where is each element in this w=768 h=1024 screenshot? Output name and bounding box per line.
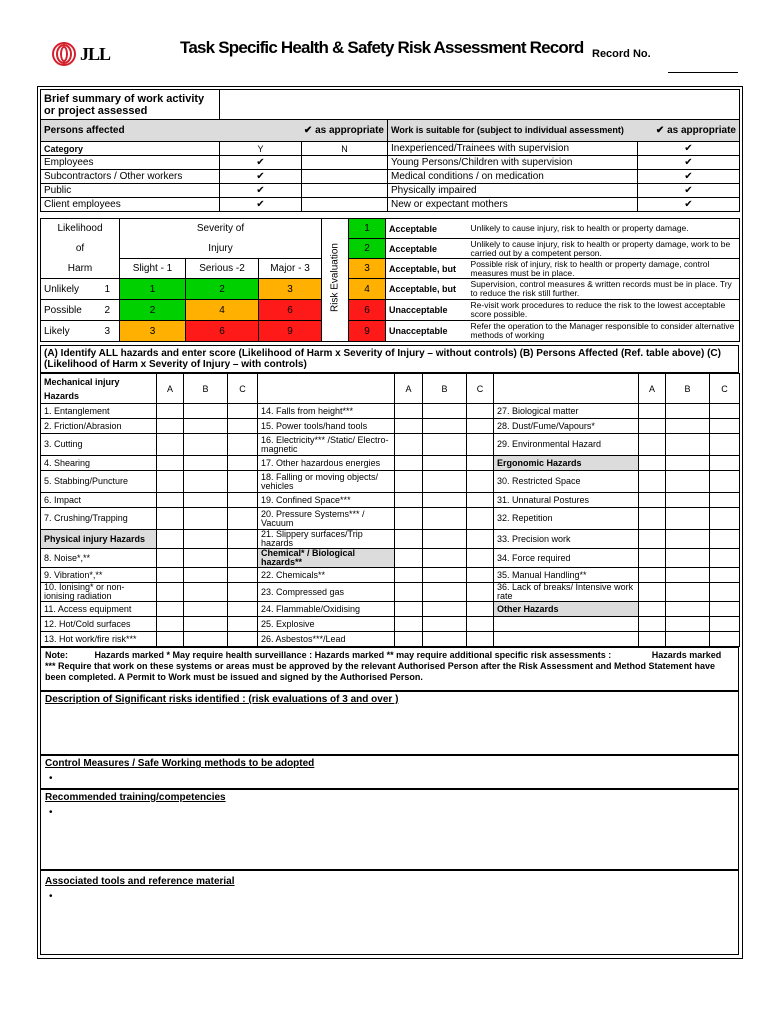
hazard-score-b[interactable] [666,632,710,647]
hazard-label: 30. Restricted Space [494,471,639,493]
hazard-score-b[interactable] [184,404,228,419]
hazard-score-b[interactable] [423,493,467,508]
injury-label: Injury [120,239,322,259]
hazard-label: 2. Friction/Abrasion [41,419,157,434]
hazard-score-b[interactable] [184,549,228,568]
training-heading: Recommended training/competencies [45,792,226,803]
hazard-score-a[interactable] [395,632,423,647]
persons-row-label: Client employees [41,198,220,212]
hazard-score-c[interactable] [467,530,494,549]
hazard-score-a[interactable] [639,456,666,471]
hazard-label: 36. Lack of breaks/ Intensive work rate [494,583,639,602]
col-b: B [666,374,710,404]
persons-n-check[interactable] [302,198,388,212]
hazard-label: 8. Noise*,** [41,549,157,568]
hazard-label: 18. Falling or moving objects/ vehicles [258,471,395,493]
hazard-score-b[interactable] [423,617,467,632]
hazard-score-b[interactable] [184,530,228,549]
hazard-score-b[interactable] [666,617,710,632]
suitable-row-label: Medical conditions / on medication [388,170,638,184]
hazard-score-a[interactable] [157,493,184,508]
hazard-score-a[interactable] [395,530,423,549]
hazard-score-a[interactable] [639,419,666,434]
hazard-score-b[interactable] [666,530,710,549]
hazard-label: 7. Crushing/Trapping [41,508,157,530]
suitable-row-label: Inexperienced/Trainees with supervision [388,142,638,156]
hazard-score-c[interactable] [467,493,494,508]
hazard-label: 10. Ionising* or non-ionising radiation [41,583,157,602]
hazard-score-c[interactable] [467,404,494,419]
hazard-score-a[interactable] [395,404,423,419]
persons-row-label: Subcontractors / Other workers [41,170,220,184]
matrix-cell: 2 [186,279,259,300]
suitable-check[interactable]: ✔ [638,170,740,184]
hazard-score-c[interactable] [467,471,494,493]
eval-level: Acceptable [386,219,468,239]
hazard-score-c[interactable] [710,419,740,434]
hazard-score-b[interactable] [666,419,710,434]
eval-desc: Refer the operation to the Manager responsible to consider alternative methods of working [468,321,740,342]
hazard-score-a[interactable] [639,493,666,508]
hazard-score-a[interactable] [395,419,423,434]
col-c: C [467,374,494,404]
hazard-score-a[interactable] [157,404,184,419]
hazard-score-a[interactable] [639,583,666,602]
hazard-score-a[interactable] [395,508,423,530]
hazard-score-b[interactable] [423,632,467,647]
hazard-score-b[interactable] [666,583,710,602]
hazard-score-a[interactable] [395,602,423,617]
col-a: A [157,374,184,404]
eval-level: Acceptable, but [386,259,468,279]
hazard-score-c[interactable] [710,404,740,419]
hazard-label: 20. Pressure Systems*** / Vacuum [258,508,395,530]
severity-col: Slight - 1 [120,259,186,279]
hazard-label [494,632,639,647]
hazard-score-c[interactable] [228,404,258,419]
hazard-score-a[interactable] [157,568,184,583]
hazard-score-c[interactable] [467,632,494,647]
hazard-score-c[interactable] [467,508,494,530]
hazard-score-a[interactable] [639,471,666,493]
hazard-label: 26. Asbestos***/Lead [258,632,395,647]
hazard-label: 15. Power tools/hand tools [258,419,395,434]
hazard-score-c[interactable] [228,602,258,617]
hazard-score-c[interactable] [228,568,258,583]
hazard-score-c[interactable] [710,434,740,456]
eval-desc: Unlikely to cause injury, risk to health or property damage. [468,219,740,239]
hazard-label: 5. Stabbing/Puncture [41,471,157,493]
hazard-score-a[interactable] [395,456,423,471]
likelihood-label: Likelihood [41,219,120,239]
hazard-score-b[interactable] [666,568,710,583]
significant-risks-section[interactable] [40,691,739,755]
hazard-score-b[interactable] [666,508,710,530]
hazard-score-c[interactable] [710,530,740,549]
likelihood-row-label: Likely [41,321,96,342]
bullet-icon: • [49,773,53,784]
hazard-score-a[interactable] [157,602,184,617]
hazard-label: 4. Shearing [41,456,157,471]
hazard-label: Other Hazards [494,602,639,617]
hazard-score-b[interactable] [423,602,467,617]
hazard-score-a[interactable] [639,404,666,419]
hazard-label: 12. Hot/Cold surfaces [41,617,157,632]
hazard-score-b[interactable] [423,456,467,471]
eval-desc: Unlikely to cause injury, risk to health or property damage, work to be carried out by a competent person. [468,239,740,259]
suitable-check[interactable]: ✔ [638,184,740,198]
hazard-score-a[interactable] [395,493,423,508]
hazard-score-c[interactable] [467,583,494,602]
matrix-cell: 3 [259,279,322,300]
suitable-row-label: Physically impaired [388,184,638,198]
hazard-score-c[interactable] [710,508,740,530]
eval-score: 9 [349,321,386,342]
hazard-score-c[interactable] [228,617,258,632]
eval-desc: Re-visit work procedures to reduce the risk to the lowest acceptable score possible. [468,300,740,321]
persons-y-check[interactable]: ✔ [220,184,302,198]
hazard-label: 9. Vibration*,** [41,568,157,583]
hazard-score-b[interactable] [423,583,467,602]
hazard-score-b[interactable] [423,434,467,456]
hazard-score-c[interactable] [228,456,258,471]
eval-level: Unacceptable [386,300,468,321]
blank-header [258,374,395,404]
tools-section[interactable] [40,870,739,955]
eval-score: 6 [349,300,386,321]
hazard-label: Ergonomic Hazards [494,456,639,471]
note-label: Note: [45,650,68,660]
likelihood-row-num: 2 [96,300,120,321]
mech-hazards-title: Mechanical injury Hazards [41,374,157,404]
col-category: Category [41,142,220,156]
hazard-label: 1. Entanglement [41,404,157,419]
hazard-score-c[interactable] [467,419,494,434]
hazard-score-b[interactable] [184,632,228,647]
hazard-score-a[interactable] [157,530,184,549]
hazard-score-b[interactable] [184,471,228,493]
hazard-score-c[interactable] [467,434,494,456]
hazard-score-a[interactable] [157,456,184,471]
hazard-label: 22. Chemicals** [258,568,395,583]
hazard-score-b[interactable] [184,456,228,471]
hazard-label: 27. Biological matter [494,404,639,419]
hazard-label: 3. Cutting [41,434,157,456]
hazard-score-b[interactable] [184,434,228,456]
hazard-label: 28. Dust/Fume/Vapours* [494,419,639,434]
hazard-score-a[interactable] [639,530,666,549]
hazard-score-a[interactable] [639,508,666,530]
suitable-row-label: Young Persons/Children with supervision [388,156,638,170]
hazard-score-c[interactable] [228,471,258,493]
hazard-score-b[interactable] [184,419,228,434]
matrix-cell: 4 [186,300,259,321]
hazard-score-a[interactable] [639,549,666,568]
blank-header [494,374,639,404]
hazard-score-a[interactable] [157,583,184,602]
eval-level: Acceptable [386,239,468,259]
hazard-label [494,617,639,632]
hazard-score-a[interactable] [395,471,423,493]
hazard-score-c[interactable] [228,493,258,508]
suitable-appropriate: ✔ as appropriate [638,120,740,142]
hazard-score-c[interactable] [710,471,740,493]
hazard-label: Physical injury Hazards [41,530,157,549]
training-section[interactable] [40,789,739,870]
matrix-cell: 9 [259,321,322,342]
likelihood-row-label: Possible [41,300,96,321]
suitable-check[interactable]: ✔ [638,156,740,170]
record-number-field[interactable] [668,60,738,73]
hazard-score-a[interactable] [157,549,184,568]
hazard-score-a[interactable] [639,617,666,632]
hazard-score-a[interactable] [639,602,666,617]
hazard-label: 19. Confined Space*** [258,493,395,508]
hazard-score-b[interactable] [666,493,710,508]
hazard-score-c[interactable] [710,456,740,471]
hazard-score-c[interactable] [710,632,740,647]
record-number-label: Record No. [592,48,651,60]
hazard-score-a[interactable] [395,583,423,602]
suitable-row-label: New or expectant mothers [388,198,638,212]
hazard-label: 35. Manual Handling** [494,568,639,583]
logo-ring-icon [60,46,68,62]
hazard-score-b[interactable] [423,530,467,549]
hazard-score-c[interactable] [467,602,494,617]
hazard-score-a[interactable] [395,568,423,583]
hazard-score-b[interactable] [184,508,228,530]
risk-evaluation-label [322,219,349,342]
tools-heading: Associated tools and reference material [45,876,235,887]
significant-risks-heading: Description of Significant risks identified : (risk evaluations of 3 and over ) [45,694,399,705]
hazard-score-c[interactable] [467,568,494,583]
hazard-score-a[interactable] [157,419,184,434]
likelihood-harm: Harm [41,259,120,279]
suitable-check[interactable]: ✔ [638,142,740,156]
hazard-score-b[interactable] [184,493,228,508]
hazard-score-b[interactable] [423,568,467,583]
hazard-score-c[interactable] [710,568,740,583]
matrix-cell: 6 [259,300,322,321]
hazard-label: 34. Force required [494,549,639,568]
hazard-score-c[interactable] [710,493,740,508]
hazard-score-c[interactable] [228,434,258,456]
eval-desc: Supervision, control measures & written records must be in place. Try to reduce the risk still further. [468,279,740,300]
risk-matrix [40,218,740,342]
hazard-score-c[interactable] [228,530,258,549]
persons-row-label: Employees [41,156,220,170]
hazard-score-b[interactable] [184,583,228,602]
hazard-score-a[interactable] [157,434,184,456]
hazard-score-b[interactable] [666,471,710,493]
hazard-score-b[interactable] [423,508,467,530]
hazard-score-a[interactable] [639,568,666,583]
hazard-score-a[interactable] [157,508,184,530]
matrix-cell: 1 [120,279,186,300]
persons-affected-title: Persons affected [41,120,220,142]
note-text-1: Hazards marked * May require health surveillance : Hazards marked ** may require additional specific risk assessments : [94,650,612,660]
persons-n-check[interactable] [302,170,388,184]
hazard-label: 33. Precision work [494,530,639,549]
summary-label: Brief summary of work activity or project assessed [41,90,220,120]
likelihood-row-num: 3 [96,321,120,342]
severity-col: Serious -2 [186,259,259,279]
hazard-label: 31. Unnatural Postures [494,493,639,508]
hazard-score-c[interactable] [710,617,740,632]
hazard-score-a[interactable] [395,617,423,632]
eval-level: Unacceptable [386,321,468,342]
eval-level: Acceptable, but [386,279,468,300]
persons-y-check[interactable]: ✔ [220,170,302,184]
risk-evaluation-text: Risk Evaluation [329,243,341,312]
hazard-label: 13. Hot work/fire risk*** [41,632,157,647]
persons-y-check[interactable]: ✔ [220,156,302,170]
page-title: Task Specific Health & Safety Risk Assessment Record [180,38,584,57]
hazard-score-c[interactable] [228,583,258,602]
col-b: B [184,374,228,404]
col-a: A [395,374,423,404]
eval-score: 4 [349,279,386,300]
persons-y-check[interactable]: ✔ [220,198,302,212]
hazard-score-a[interactable] [639,434,666,456]
eval-score: 1 [349,219,386,239]
hazard-score-b[interactable] [423,419,467,434]
persons-row-label: Public [41,184,220,198]
matrix-cell: 2 [120,300,186,321]
hazard-score-c[interactable] [467,549,494,568]
col-n: N [302,142,388,156]
hazard-label: 24. Flammable/Oxidising [258,602,395,617]
note-text-2: Hazards marked *** Require that work on these systems or areas must be approved by the relevant Authorised Person after the Risk Assessment and Method Statement have been completed. A Permit to Work must be issued and signed by the Authorised Person. [45,650,722,682]
hazard-score-a[interactable] [639,632,666,647]
hazard-score-c[interactable] [710,549,740,568]
hazard-label: 23. Compressed gas [258,583,395,602]
likelihood-row-label: Unlikely [41,279,96,300]
hazard-score-a[interactable] [395,434,423,456]
eval-score: 3 [349,259,386,279]
suitable-title: Work is suitable for (subject to individual assessment) [388,120,638,142]
hazard-score-b[interactable] [666,549,710,568]
persons-n-check[interactable] [302,184,388,198]
hazard-score-b[interactable] [423,471,467,493]
col-c: C [710,374,740,404]
likelihood-of: of [41,239,120,259]
summary-field[interactable] [220,90,740,120]
hazard-score-c[interactable] [228,549,258,568]
logo-text: JLL [80,44,111,64]
hazard-score-b[interactable] [423,549,467,568]
hazard-label: Chemical* / Biological hazards** [258,549,395,568]
persons-appropriate: ✔ as appropriate [220,120,388,142]
bullet-icon: • [49,807,53,818]
matrix-cell: 3 [120,321,186,342]
col-c: C [228,374,258,404]
hazard-score-b[interactable] [184,568,228,583]
hazards-table [40,373,740,647]
hazard-score-b[interactable] [666,434,710,456]
hazard-label: 14. Falls from height*** [258,404,395,419]
note-box [40,647,739,691]
hazard-score-c[interactable] [228,419,258,434]
suitable-check[interactable]: ✔ [638,198,740,212]
hazard-label: 6. Impact [41,493,157,508]
likelihood-row-num: 1 [96,279,120,300]
hazard-score-c[interactable] [228,508,258,530]
hazard-score-c[interactable] [467,456,494,471]
hazards-instruction: (A) Identify ALL hazards and enter score (Likelihood of Harm x Severity of Injury – without controls) (B) Persons Affected (Ref. table above) (C) (Likelihood of Harm x Severity of Injury – with controls) [40,345,739,373]
hazard-score-b[interactable] [184,602,228,617]
persons-n-check[interactable] [302,156,388,170]
hazard-score-a[interactable] [157,632,184,647]
col-y: Y [220,142,302,156]
hazard-label: 32. Repetition [494,508,639,530]
jll-logo [52,42,116,70]
hazard-score-a[interactable] [157,617,184,632]
hazard-score-a[interactable] [157,471,184,493]
hazard-label: 21. Slippery surfaces/Trip hazards [258,530,395,549]
hazard-score-b[interactable] [423,404,467,419]
hazard-label: 17. Other hazardous energies [258,456,395,471]
hazard-score-c[interactable] [710,583,740,602]
control-measures-section[interactable] [40,755,739,789]
hazard-score-b[interactable] [184,617,228,632]
control-measures-heading: Control Measures / Safe Working methods to be adopted [45,758,315,769]
col-b: B [423,374,467,404]
hazard-label: 29. Environmental Hazard [494,434,639,456]
eval-desc: Possible risk of injury, risk to health or property damage, control measures must be in place. [468,259,740,279]
matrix-cell: 6 [186,321,259,342]
hazard-score-c[interactable] [710,602,740,617]
hazard-score-c[interactable] [228,632,258,647]
hazard-score-c[interactable] [467,617,494,632]
bullet-icon: • [49,891,53,902]
hazard-score-b[interactable] [666,456,710,471]
eval-score: 2 [349,239,386,259]
severity-label: Severity of [120,219,322,239]
col-a: A [639,374,666,404]
hazard-score-b[interactable] [666,404,710,419]
hazard-score-a[interactable] [395,549,423,568]
hazard-label: 16. Electricity*** /Static/ Electro-magnetic [258,434,395,456]
hazard-label: 11. Access equipment [41,602,157,617]
severity-col: Major - 3 [259,259,322,279]
hazard-score-b[interactable] [666,602,710,617]
persons-table [40,89,740,212]
hazard-label: 25. Explosive [258,617,395,632]
